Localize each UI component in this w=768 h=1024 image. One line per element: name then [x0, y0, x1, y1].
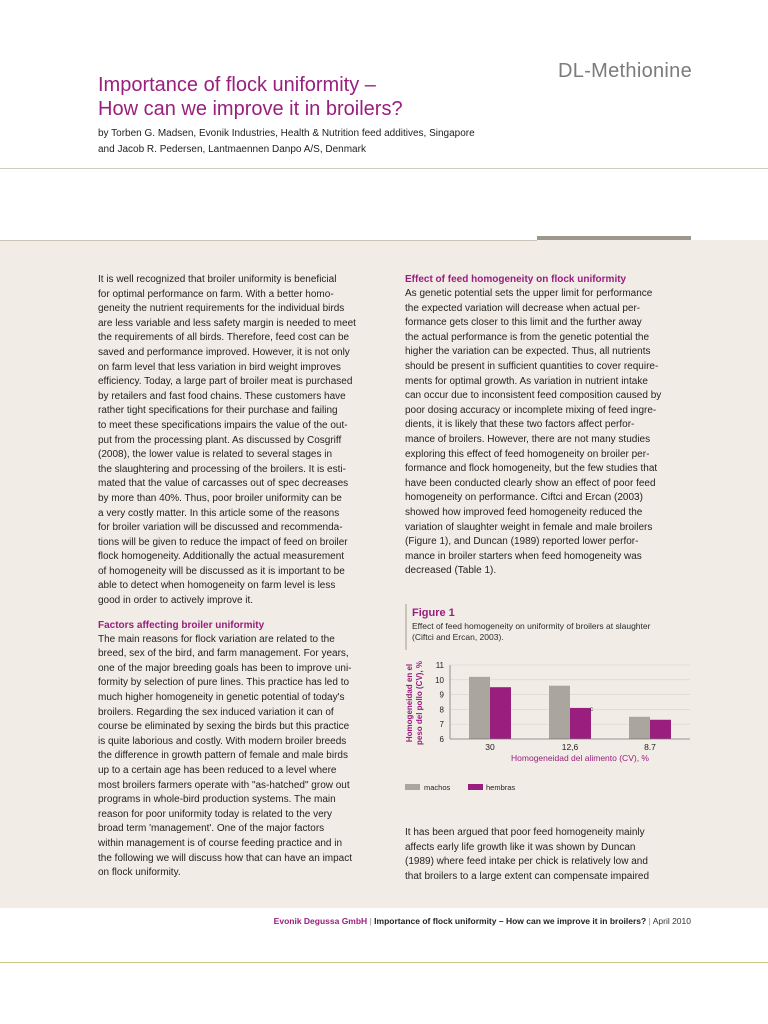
text-line: homogeneity on performance. Ciftci and Ercan (2003) — [405, 492, 643, 504]
text-line: the difference in growth pattern of female and male birds — [98, 750, 348, 762]
bar-hembras-1 — [570, 708, 591, 739]
text-line: The main reasons for flock variation are related to the — [98, 633, 335, 645]
text-line: (Figure 1), and Duncan (1989) reported lower perfor- — [405, 536, 639, 548]
footer-separator: | — [648, 916, 651, 926]
figure-caption-line-2: (Ciftci and Ercan, 2003). — [412, 632, 504, 642]
y-tick-label: 7 — [439, 720, 444, 730]
text-line: It is well recognized that broiler uniformity is beneficial — [98, 274, 337, 285]
bar-machos-0 — [469, 677, 490, 739]
text-line: up to a certain age has been reduced to a level where — [98, 765, 337, 776]
footer-title: Importance of flock uniformity – How can we improve it in broilers? — [374, 916, 647, 926]
factors-paragraph — [98, 633, 388, 881]
text-line: flock homogeneity. Additionally the actual measurement — [98, 551, 345, 563]
figure-marker-rule — [405, 604, 407, 650]
bottom-rule — [0, 962, 768, 963]
text-line: the requirements of all birds. Therefore, feed cost can be — [98, 332, 350, 344]
bar-hembras-0 — [490, 687, 511, 739]
text-line: can occur due to inconsistent feed composition caused by — [405, 390, 662, 402]
text-line: the expected variation will decrease when actual per- — [405, 302, 641, 314]
right-column — [405, 273, 695, 579]
text-line: by more than 40%. Thus, poor broiler uniformity can be — [98, 492, 342, 504]
bar-machos-1 — [549, 686, 570, 739]
text-line: higher the variation can be expected. Thus, all nutrients — [405, 346, 651, 358]
text-line: variation of slaughter weight in female and male broilers — [405, 521, 653, 533]
text-line: able to detect when homogeneity on farm level is less — [98, 580, 336, 592]
text-line: It has been argued that poor feed homogeneity mainly — [405, 827, 645, 838]
text-line: dients, it is likely that these two factors affect perfor- — [405, 419, 635, 431]
y-axis-label-line-2: peso del pollo (CV), % — [415, 660, 424, 746]
legend-swatch-machos — [405, 784, 420, 790]
text-line: most broilers farmers operate with "as-hatched" grow out — [98, 779, 350, 791]
text-line: efficiency. Today, a large part of broiler meat is purchased — [98, 376, 353, 388]
text-line: poor dosing accuracy or incomplete mixing of feed ingre- — [405, 404, 657, 416]
footer-date: April 2010 — [652, 916, 691, 926]
bar-hembras-2 — [650, 720, 671, 739]
text-line: geneity the nutrient requirements for the individual birds — [98, 303, 345, 315]
text-line: of homogeneity will be discussed as it is important to be — [98, 565, 345, 577]
page-footer — [150, 916, 691, 926]
text-line: reason for poor uniformity today is related to the very — [98, 808, 333, 820]
y-tick-label: 8 — [439, 705, 444, 715]
y-tick-label: 6 — [439, 735, 444, 744]
text-line: a very costly matter. In this article some of the reasons — [98, 507, 340, 519]
text-line: mated that the value of carcasses out of spec decreases — [98, 478, 349, 490]
subhead-factors: Factors affecting broiler uniformity — [98, 619, 265, 631]
text-line: put from the processing plant. As discussed by Cosgriff — [98, 434, 342, 446]
after-figure-paragraph — [405, 826, 695, 884]
title-line-2: How can we improve it in broilers? — [98, 98, 403, 120]
text-line: decreased (Table 1). — [405, 565, 497, 577]
text-line: formity by selection of pure lines. This practice has led to — [98, 677, 350, 689]
text-line: good in order to actively improve it. — [98, 595, 254, 607]
y-tick-label: 11 — [435, 661, 444, 670]
text-line: formance gets closer to this limit and the further away — [405, 317, 642, 329]
text-line: for optimal performance on farm. With a better homo- — [98, 288, 334, 300]
footer-company: Evonik Degussa GmbH — [273, 916, 368, 926]
byline — [98, 126, 538, 158]
text-line: for broiler variation will be discussed and recommenda- — [98, 522, 343, 534]
text-line: ments for optimal growth. As variation in nutrient intake — [405, 375, 648, 387]
byline-line-1: by Torben G. Madsen, Evonik Industries, Health & Nutrition feed additives, Singapore — [98, 128, 475, 139]
legend-label-machos: machos — [424, 783, 451, 792]
right-column-continued — [405, 826, 695, 884]
text-line: should be present in sufficient quantities to cover require- — [405, 360, 659, 372]
text-line: showed how improved feed homogeneity reduced the — [405, 506, 643, 518]
text-line: by retailers and fast food chains. These customers have — [98, 390, 346, 402]
y-axis-label-line-1: Homogeneidad en el — [405, 663, 414, 743]
header-divider — [0, 168, 768, 169]
text-line: As genetic potential sets the upper limit for performance — [405, 288, 653, 299]
text-line: the following we will discuss how that can have an impact — [98, 852, 353, 864]
y-tick-label: 9 — [439, 690, 444, 700]
text-line: on flock uniformity. — [98, 867, 181, 879]
left-column — [98, 273, 388, 881]
text-line: formance and flock homogeneity, but the few studies that — [405, 463, 658, 475]
text-line: have been conducted clearly show an effect of poor feed — [405, 477, 656, 489]
x-axis-label: Homogeneidad del alimento (CV), % — [511, 753, 649, 763]
footer-separator: | — [369, 916, 372, 926]
subhead-feed-homogeneity: Effect of feed homogeneity on flock uniformity — [405, 274, 627, 285]
text-line: affects early life growth like it was shown by Duncan — [405, 841, 636, 853]
bar-annotation: c — [590, 707, 593, 713]
text-line: is quite laborious and costly. With modern broiler breeds — [98, 735, 347, 747]
legend-swatch-hembras — [468, 784, 483, 790]
text-line: within management is of course feeding practice and in — [98, 837, 343, 849]
x-tick-label: 30 — [485, 742, 495, 752]
bar-machos-2 — [629, 717, 650, 739]
legend-label-hembras: hembras — [486, 783, 516, 792]
text-line: are less variable and less safety margin is needed to meet — [98, 317, 356, 329]
figure-caption — [412, 621, 692, 643]
intro-paragraph — [98, 273, 388, 609]
text-line: course be eliminated by sexing the birds but this practice — [98, 721, 350, 733]
series-label: DL-Methionine — [558, 60, 692, 82]
text-line: exploring this effect of feed homogeneity on broiler per- — [405, 448, 650, 460]
x-tick-label: 8.7 — [644, 742, 656, 752]
text-line: programs in whole-bird production systems. The main — [98, 794, 336, 806]
figure-caption-line-1: Effect of feed homogeneity on uniformity of broilers at slaughter — [412, 621, 651, 631]
bar-chart — [400, 655, 695, 803]
text-line: tions will be given to reduce the impact of feed on broiler — [98, 536, 348, 548]
text-line: mance of broilers. However, there are not many studies — [405, 433, 651, 445]
text-line: mance in broiler starters when feed homogeneity was — [405, 550, 642, 562]
y-tick-label: 10 — [435, 675, 444, 685]
figure-label: Figure 1 — [412, 607, 455, 619]
text-line: (1989) where feed intake per chick is relatively low and — [405, 856, 648, 868]
title-line-1: Importance of flock uniformity – — [98, 74, 376, 96]
text-line: (2008), the lower value is related to several stages in — [98, 449, 333, 461]
text-line: broilers. Regarding the sex induced variation it can of — [98, 706, 334, 718]
byline-line-2: and Jacob R. Pedersen, Lantmaennen Danpo A/S, Denmark — [98, 144, 366, 155]
text-line: rather tight specifications for their purchase and failing — [98, 405, 338, 417]
text-line: breed, sex of the bird, and farm management. For years, — [98, 648, 349, 660]
text-line: saved and performance improved. However, it is not only — [98, 346, 350, 358]
text-line: that broilers to a large extent can compensate impaired — [405, 870, 650, 882]
text-line: one of the major breeding goals has been to improve uni- — [98, 662, 352, 674]
text-line: on farm level that less variation in bird weight improves — [98, 361, 341, 373]
text-line: much higher homogeneity in genetic potential of today's — [98, 692, 345, 704]
text-line: the actual performance is from the genetic potential the — [405, 331, 650, 343]
panel-top-rule — [0, 240, 537, 241]
article-title — [98, 73, 528, 121]
text-line: the slaughtering and processing of the broilers. It is esti- — [98, 463, 346, 475]
text-line: broad term 'management'. One of the major factors — [98, 823, 325, 835]
feed-homogeneity-paragraph — [405, 287, 695, 579]
panel-top-accent-bar — [537, 236, 691, 240]
x-tick-label: 12,6 — [561, 742, 579, 752]
text-line: to meet these specifications impairs the value of the out- — [98, 419, 348, 431]
